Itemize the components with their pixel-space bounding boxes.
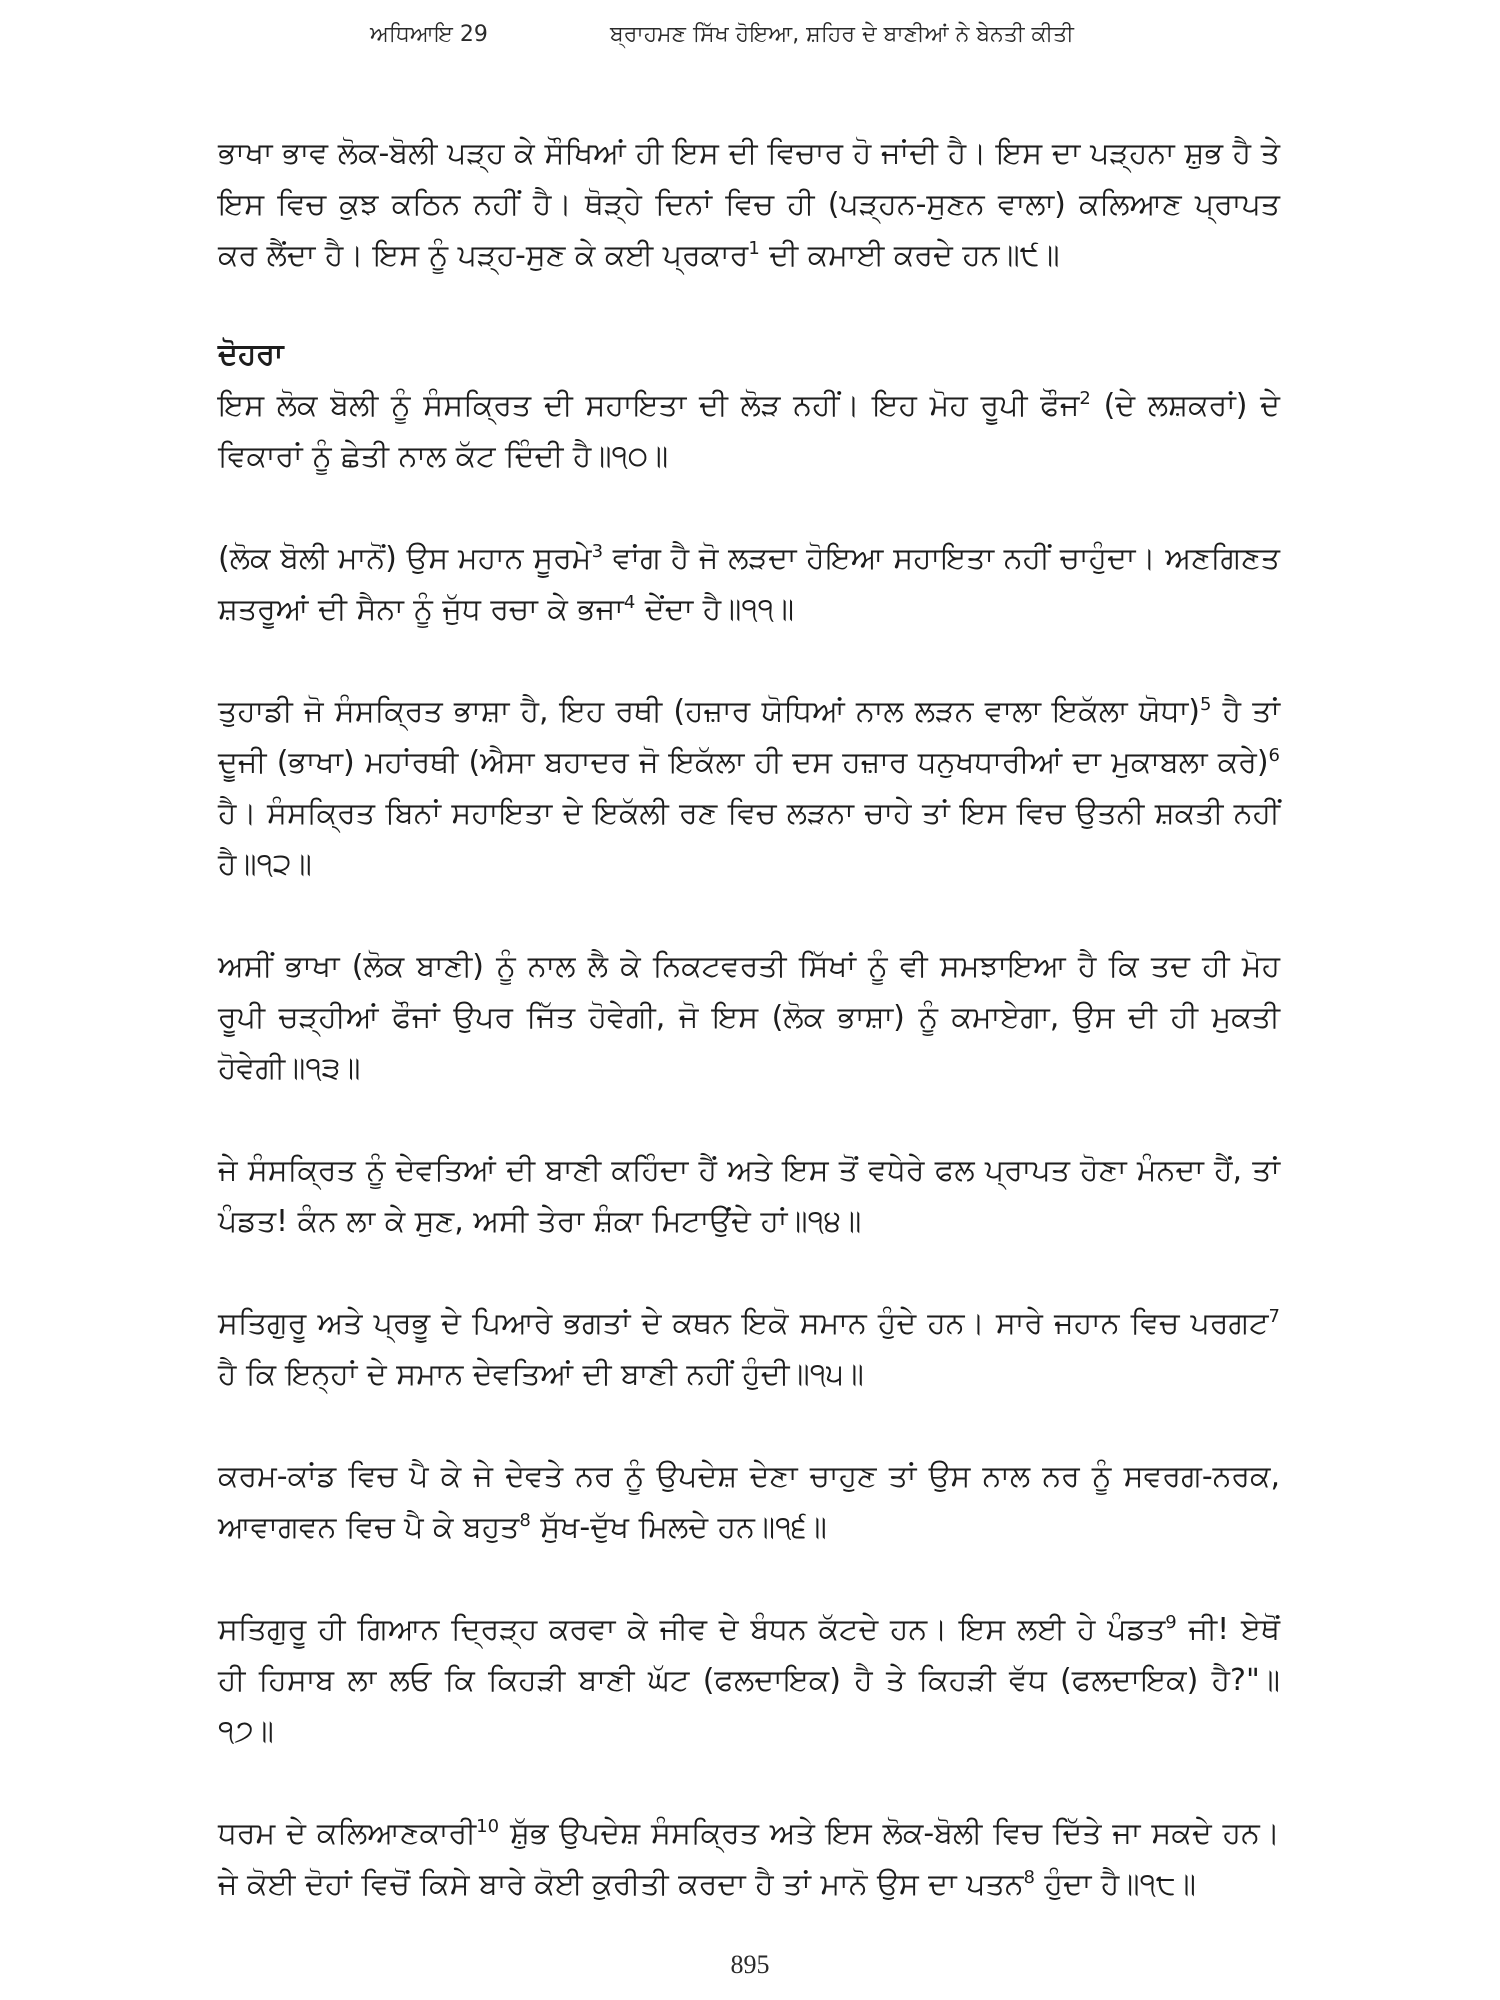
paragraph-text: ਅਸੀਂ ਭਾਖਾ (ਲੋਕ ਬਾਣੀ) ਨੂੰ ਨਾਲ ਲੈ ਕੇ ਨਿਕਟਵਰਤੀ ਸਿੱਖਾਂ ਨੂੰ ਵੀ ਸਮਝਾਇਆ ਹੈ ਕਿ ਤਦ ਹੀ ਮੋਹ ਰੂਪੀ ਚੜ੍ਹੀਆਂ ਫੌਜਾਂ ਉਪਰ ਜਿੱਤ ਹੋਵੇਗੀ, ਜੋ ਇਸ (ਲੋਕ ਭਾਸ਼ਾ) ਨੂੰ ਕਮਾਏਗਾ, ਉਸ ਦੀ ਹੀ ਮੁਕਤੀ ਹੋਵੇਗੀ॥੧੩॥ — [218, 949, 1280, 1086]
paragraph-text: ਦੀ ਕਮਾਈ ਕਰਦੇ ਹਨ॥੯॥ — [759, 238, 1060, 273]
paragraph-text: ਹੈ ਤਾਂ ਦੂਜੀ (ਭਾਖਾ) ਮਹਾਂਰਥੀ (ਐਸਾ ਬਹਾਦਰ ਜੋ ਇਕੱਲਾ ਹੀ ਦਸ ਹਜ਼ਾਰ ਧਨੁਖਧਾਰੀਆਂ ਦਾ ਮੁਕਾਬਲਾ ਕਰੇ) — [218, 694, 1280, 780]
paragraph-verse-18 — [218, 1808, 1280, 1910]
footnote-marker: 2 — [1079, 388, 1091, 409]
footnote-marker: 5 — [1199, 694, 1212, 715]
paragraph-text: ਇਸ ਲੋਕ ਬੋਲੀ ਨੂੰ ਸੰਸਕ੍ਰਿਤ ਦੀ ਸਹਾਇਤਾ ਦੀ ਲੋੜ ਨਹੀਂ। ਇਹ ਮੋਹ ਰੂਪੀ ਫੌਜ — [218, 388, 1080, 423]
body-text — [218, 128, 1280, 1961]
paragraph-text: (ਲੋਕ ਬੋਲੀ ਮਾਨੋਂ) ਉਸ ਮਹਾਨ ਸੂਰਮੇ — [218, 541, 592, 576]
footnote-marker: 3 — [591, 541, 604, 562]
paragraph-verse-13 — [218, 941, 1280, 1094]
paragraph-verse-12 — [218, 686, 1280, 890]
paragraph-verse-9 — [218, 128, 1280, 281]
page-number: 895 — [730, 1950, 770, 1979]
paragraph-text: ਕਰਮ-ਕਾਂਡ ਵਿਚ ਪੈ ਕੇ ਜੇ ਦੇਵਤੇ ਨਰ ਨੂੰ ਉਪਦੇਸ਼ ਦੇਣਾ ਚਾਹੁਣ ਤਾਂ ਉਸ ਨਾਲ ਨਰ ਨੂੰ ਸਵਰਗ-ਨਰਕ, ਆਵਾਗਵਨ ਵਿਚ ਪੈ ਕੇ ਬਹੁਤ — [218, 1459, 1280, 1545]
paragraph-verse-17 — [218, 1604, 1280, 1757]
paragraph-verse-10 — [218, 380, 1280, 482]
paragraph-text: ਸਤਿਗੁਰੂ ਹੀ ਗਿਆਨ ਦ੍ਰਿੜ੍ਹ ਕਰਵਾ ਕੇ ਜੀਵ ਦੇ ਬੰਧਨ ਕੱਟਦੇ ਹਨ। ਇਸ ਲਈ ਹੇ ਪੰਡਤ — [218, 1612, 1166, 1647]
paragraph-text: ਭਾਖਾ ਭਾਵ ਲੋਕ-ਬੋਲੀ ਪੜ੍ਹ ਕੇ ਸੌਖਿਆਂ ਹੀ ਇਸ ਦੀ ਵਿਚਾਰ ਹੋ ਜਾਂਦੀ ਹੈ। ਇਸ ਦਾ ਪੜ੍ਹਨਾ ਸ਼ੁਭ ਹੈ ਤੇ ਇਸ ਵਿਚ ਕੁਝ ਕਠਿਨ ਨਹੀਂ ਹੈ। ਥੋੜ੍ਹੇ ਦਿਨਾਂ ਵਿਚ ਹੀ (ਪੜ੍ਹਨ-ਸੁਣਨ ਵਾਲਾ) ਕਲਿਆਣ ਪ੍ਰਾਪਤ ਕਰ ਲੈਂਦਾ ਹੈ। ਇਸ ਨੂੰ ਪੜ੍ਹ-ਸੁਣ ਕੇ ਕਈ ਪ੍ਰਕਾਰ — [218, 136, 1280, 273]
paragraph-text: (ਦੇ ਲਸ਼ਕਰਾਂ) ਦੇ ਵਿਕਾਰਾਂ ਨੂੰ ਛੇਤੀ ਨਾਲ ਕੱਟ ਦਿੰਦੀ ਹੈ॥੧੦॥ — [218, 388, 1280, 474]
footnote-marker: 8 — [1023, 1867, 1035, 1888]
footnote-marker: 8 — [519, 1510, 531, 1531]
paragraph-text: ਸੁੱਖ-ਦੁੱਖ ਮਿਲਦੇ ਹਨ॥੧੬॥ — [530, 1510, 827, 1545]
paragraph-text: ਧਰਮ ਦੇ ਕਲਿਆਣਕਾਰੀ — [218, 1816, 477, 1851]
paragraph-text: ਹੁੰਦਾ ਹੈ॥੧੮॥ — [1035, 1867, 1196, 1902]
footnote-marker: 9 — [1165, 1612, 1177, 1633]
footnote-marker: 6 — [1268, 745, 1280, 766]
footnote-marker: 7 — [1268, 1306, 1280, 1327]
paragraph-verse-11 — [218, 533, 1280, 635]
footnote-marker: 4 — [623, 592, 636, 613]
paragraph-text: ਤੁਹਾਡੀ ਜੋ ਸੰਸਕ੍ਰਿਤ ਭਾਸ਼ਾ ਹੈ, ਇਹ ਰਥੀ (ਹਜ਼ਾਰ ਯੋਧਿਆਂ ਨਾਲ ਲੜਨ ਵਾਲਾ ਇਕੱਲਾ ਯੋਧਾ) — [218, 694, 1200, 729]
chapter-title: ਬ੍ਰਾਹਮਣ ਸਿੱਖ ਹੋਇਆ, ਸ਼ਹਿਰ ਦੇ ਬਾਣੀਆਂ ਨੇ ਬੇਨਤੀ ਕੀਤੀ — [610, 22, 1074, 47]
running-header — [370, 22, 1170, 62]
footnote-marker: 1 — [748, 238, 760, 259]
paragraph-text: ਦੇਂਦਾ ਹੈ॥੧੧॥ — [635, 592, 795, 627]
footnote-marker: 10 — [476, 1816, 500, 1837]
paragraph-verse-14 — [218, 1145, 1280, 1247]
paragraph-text: ਸਤਿਗੁਰੂ ਅਤੇ ਪ੍ਰਭੂ ਦੇ ਪਿਆਰੇ ਭਗਤਾਂ ਦੇ ਕਥਨ ਇਕੋ ਸਮਾਨ ਹੁੰਦੇ ਹਨ। ਸਾਰੇ ਜਹਾਨ ਵਿਚ ਪਰਗਟ — [218, 1306, 1269, 1341]
paragraph-verse-16 — [218, 1451, 1280, 1553]
paragraph-text: ਵਾਂਗ ਹੈ ਜੋ ਲੜਦਾ ਹੋਇਆ ਸਹਾਇਤਾ ਨਹੀਂ ਚਾਹੁੰਦਾ। ਅਣਗਿਣਤ ਸ਼ਤਰੂਆਂ ਦੀ ਸੈਨਾ ਨੂੰ ਜੁੱਧ ਰਚਾ ਕੇ ਭਜਾ — [218, 541, 1280, 627]
paragraph-text: ਜੀ! ਏਥੋਂ ਹੀ ਹਿਸਾਬ ਲਾ ਲਓ ਕਿ ਕਿਹੜੀ ਬਾਣੀ ਘੱਟ (ਫਲਦਾਇਕ) ਹੈ ਤੇ ਕਿਹੜੀ ਵੱਧ (ਫਲਦਾਇਕ) ਹੈ?"॥੧੭॥ — [218, 1612, 1280, 1749]
paragraph-text: ਸ਼ੁੱਭ ਉਪਦੇਸ਼ ਸੰਸਕ੍ਰਿਤ ਅਤੇ ਇਸ ਲੋਕ-ਬੋਲੀ ਵਿਚ ਦਿੱਤੇ ਜਾ ਸਕਦੇ ਹਨ। ਜੇ ਕੋਈ ਦੋਹਾਂ ਵਿਚੋਂ ਕਿਸੇ ਬਾਰੇ ਕੋਈ ਕੁਰੀਤੀ ਕਰਦਾ ਹੈ ਤਾਂ ਮਾਨੋ ਉਸ ਦਾ ਪਤਨ — [218, 1816, 1280, 1902]
chapter-label: ਅਧਿਆਇ 29 — [370, 22, 488, 47]
verse-heading: ਦੋਹਰਾ — [218, 337, 284, 372]
paragraph-text: ਹੈ। ਸੰਸਕ੍ਰਿਤ ਬਿਨਾਂ ਸਹਾਇਤਾ ਦੇ ਇਕੱਲੀ ਰਣ ਵਿਚ ਲੜਨਾ ਚਾਹੇ ਤਾਂ ਇਸ ਵਿਚ ਉਤਨੀ ਸ਼ਕਤੀ ਨਹੀਂ ਹੈ॥੧੨॥ — [218, 796, 1280, 882]
paragraph-text: ਹੈ ਕਿ ਇਨ੍ਹਾਂ ਦੇ ਸਮਾਨ ਦੇਵਤਿਆਂ ਦੀ ਬਾਣੀ ਨਹੀਂ ਹੁੰਦੀ॥੧੫॥ — [218, 1357, 864, 1392]
paragraph-text: ਜੇ ਸੰਸਕ੍ਰਿਤ ਨੂੰ ਦੇਵਤਿਆਂ ਦੀ ਬਾਣੀ ਕਹਿੰਦਾ ਹੈਂ ਅਤੇ ਇਸ ਤੋਂ ਵਧੇਰੇ ਫਲ ਪ੍ਰਾਪਤ ਹੋਣਾ ਮੰਨਦਾ ਹੈਂ, ਤਾਂ ਪੰਡਤ! ਕੰਨ ਲਾ ਕੇ ਸੁਣ, ਅਸੀ ਤੇਰਾ ਸ਼ੰਕਾ ਮਿਟਾਉਂਦੇ ਹਾਂ॥੧੪॥ — [218, 1153, 1280, 1239]
paragraph-verse-15 — [218, 1298, 1280, 1400]
